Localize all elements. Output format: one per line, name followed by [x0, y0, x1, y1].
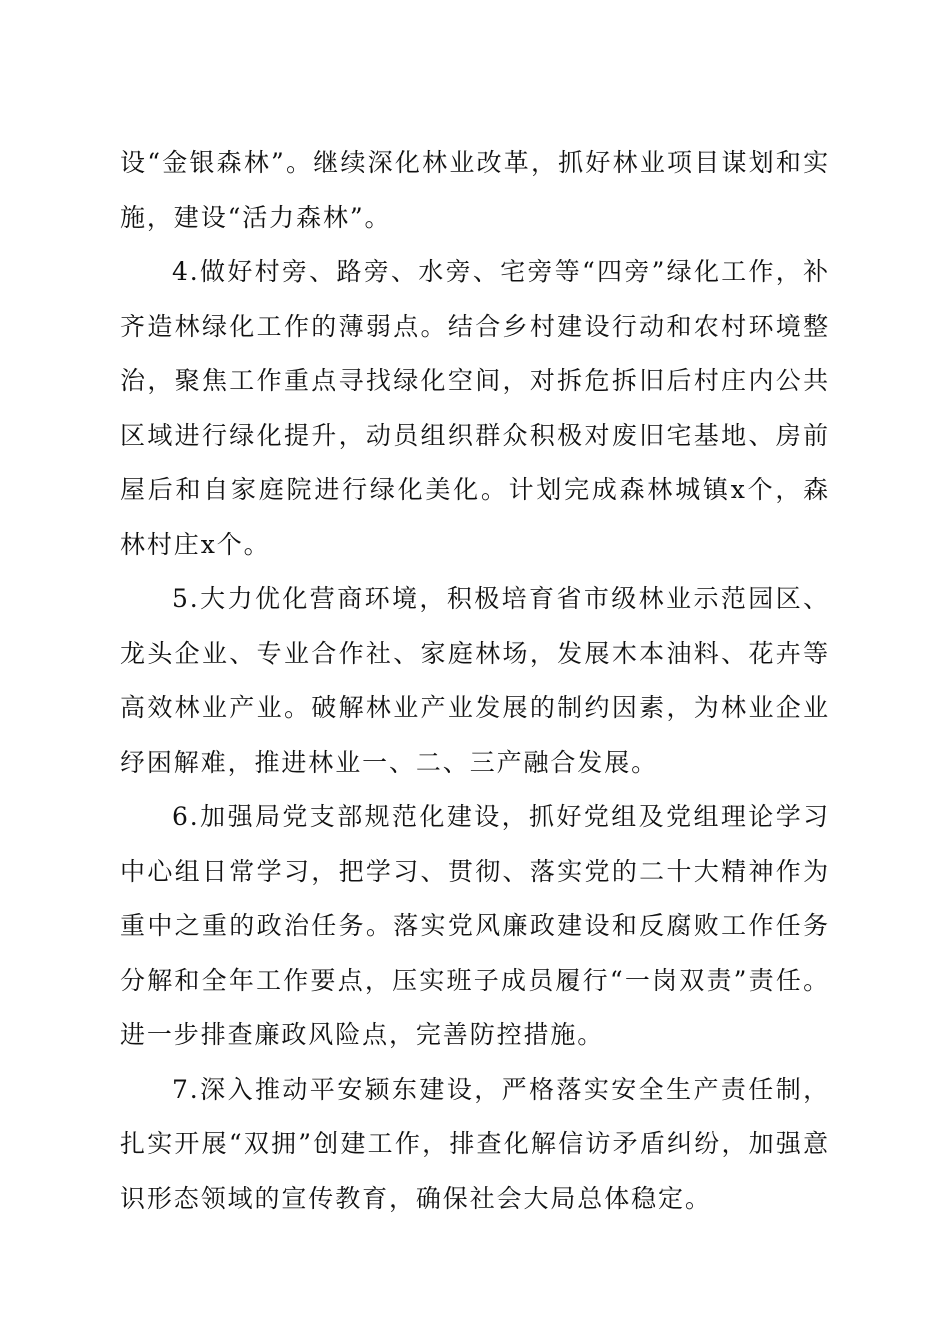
- paragraph-item-7: 7.深入推动平安颍东建设，严格落实安全生产责任制，扎实开展“双拥”创建工作，排查化解信访矛盾纠纷，加强意识形态领域的宣传教育，确保社会大局总体稳定。: [120, 1074, 830, 1213]
- document-body: [120, 136, 830, 1226]
- paragraph-item-4: 4.做好村旁、路旁、水旁、宅旁等“四旁”绿化工作，补齐造林绿化工作的薄弱点。结合乡村建设行动和农村环境整治，聚焦工作重点寻找绿化空间，对拆危拆旧后村庄内公共区域进行绿化提升，动员组织群众积极对废旧宅基地、房前屋后和自家庭院进行绿化美化。计划完成森林城镇x个，森林村庄x个。: [120, 257, 830, 559]
- paragraph-item-5: 5.大力优化营商环境，积极培育省市级林业示范园区、龙头企业、专业合作社、家庭林场，发展木本油料、花卉等高效林业产业。破解林业产业发展的制约因素，为林业企业纾困解难，推进林业一、二、三产融合发展。: [120, 584, 830, 777]
- paragraph-continuation: 设“金银森林”。继续深化林业改革，抓好林业项目谋划和实施，建设“活力森林”。: [120, 148, 830, 232]
- paragraph-item-6: 6.加强局党支部规范化建设，抓好党组及党组理论学习中心组日常学习，把学习、贯彻、落实党的二十大精神作为重中之重的政治任务。落实党风廉政建设和反腐败工作任务分解和全年工作要点，压实班子成员履行“一岗双责”责任。进一步排查廉政风险点，完善防控措施。: [120, 802, 830, 1049]
